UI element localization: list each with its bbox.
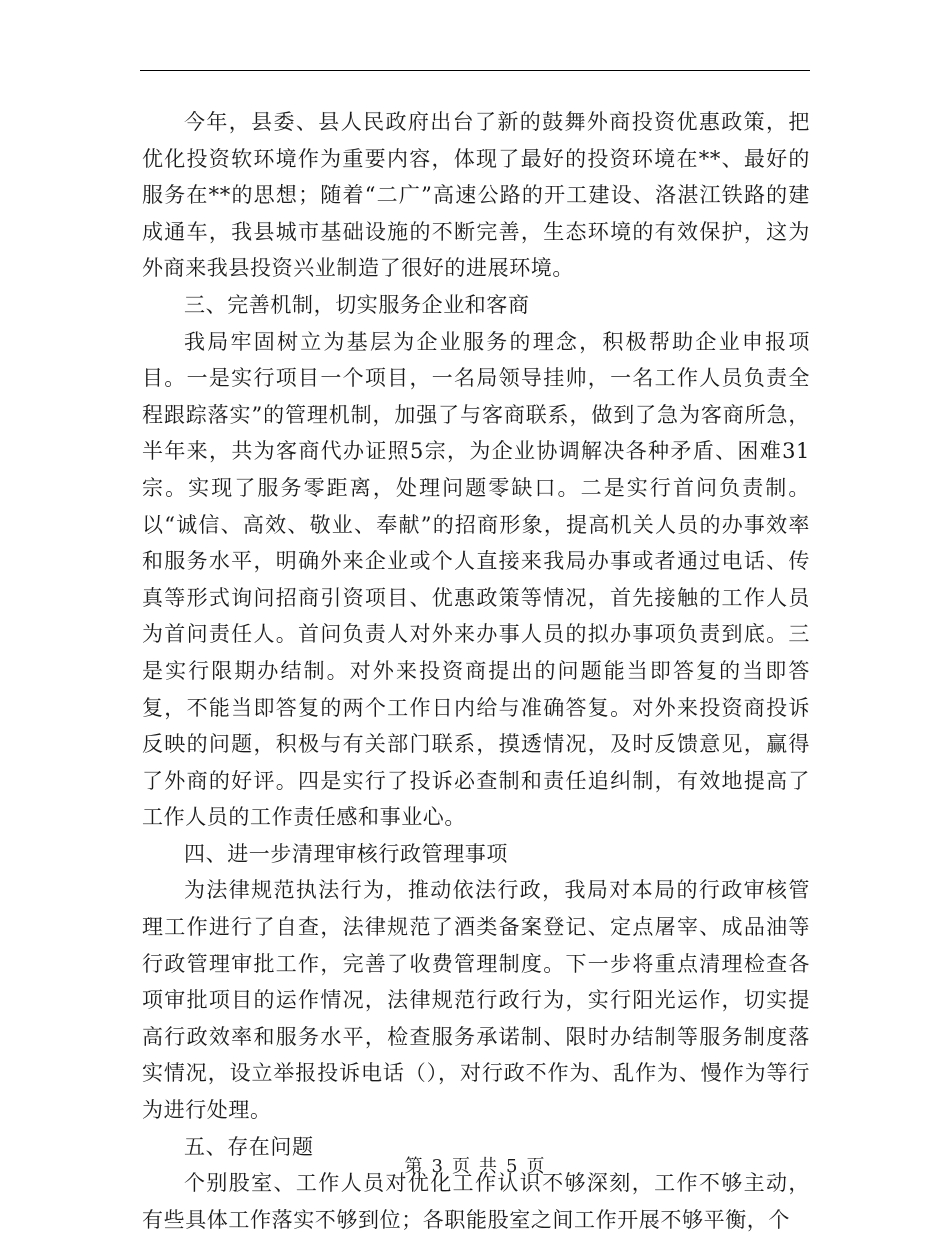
section-heading: 四、进一步清理审核行政管理事项 xyxy=(184,841,508,866)
footer-current-page: 3 xyxy=(431,1156,444,1177)
body-paragraph: 我局牢固树立为基层为企业服务的理念，积极帮助企业申报项目。一是实行项目一个项目，一名局领导挂帅，一名工作人员负责全程跟踪落实”的管理机制，加强了与客商联系，做到了急为客商所急，半年来，共为客商代办证照5宗，为企业协调解决各种矛盾、困难31宗。实现了服务零距离，处理问题零缺口。二是实行首问负责制。以“诚信、高效、敬业、奉献”的招商形象，提高机关人员的办事效率和服务水平，明确外来企业或个人直接来我局办事或者通过电话、传真等形式询问招商引资项目、优惠政策等情况，首先接触的工作人员为首问责任人。首问负责人对外来办事人员的拟办事项负责到底。三是实行限期办结制。对外来投资商提出的问题能当即答复的当即答复，不能当即答复的两个工作日内给与准确答复。对外来投资商投诉反映的问题，积极与有关部门联系，摸透情况，及时反馈意见，赢得了外商的好评。四是实行了投诉必查制和责任追纠制，有效地提高了工作人员的工作责任感和事业心。 xyxy=(142,329,810,830)
section-heading: 五、存在问题 xyxy=(184,1134,314,1159)
footer-prefix: 第 xyxy=(404,1156,424,1177)
body-paragraph: 个别股室、工作人员对优化工作认识不够深刻，工作不够主动，有些具体工作落实不够到位；各职能股室之间工作开展不够平衡，个 xyxy=(142,1171,810,1232)
footer-suffix: 页 xyxy=(526,1156,546,1177)
footer-total-word: 共 xyxy=(479,1156,498,1177)
body-paragraph: 今年，县委、县人民政府出台了新的鼓舞外商投资优惠政策，把优化投资软环境作为重要内容，体现了最好的投资环境在**、最好的服务在**的思想；随着“二广”高速公路的开工建设、洛湛江铁路的建成通车，我县城市基础设施的不断完善，生态环境的有效保护，这为外商来我县投资兴业制造了很好的进展环境。 xyxy=(142,110,810,281)
document-body xyxy=(142,104,810,1238)
footer-total-pages: 5 xyxy=(506,1156,519,1177)
footer-page-word: 页 xyxy=(452,1156,471,1177)
body-paragraph: 为法律规范执法行为，推动依法行政，我局对本局的行政审核管理工作进行了自查，法律规范了酒类备案登记、定点屠宰、成品油等行政管理审批工作，完善了收费管理制度。下一步将重点清理检查各项审批项目的运作情况，法律规范行政行为，实行阳光运作，切实提高行政效率和服务水平，检查服务承诺制、限时办结制等服务制度落实情况，设立举报投诉电话（），对行政不作为、乱作为、慢作为等行为进行处理。 xyxy=(142,878,810,1123)
page-footer xyxy=(0,1152,950,1178)
header-rule xyxy=(140,70,810,71)
section-heading: 三、完善机制，切实服务企业和客商 xyxy=(184,292,530,317)
